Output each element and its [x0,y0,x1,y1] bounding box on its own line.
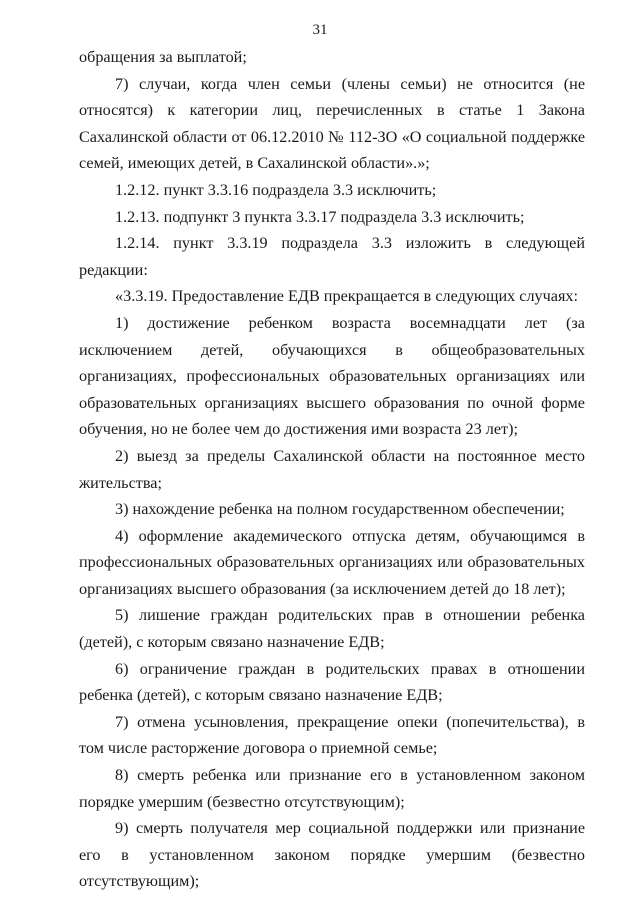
list-item-9: 9) смерть получателя мер социальной поддержки или признание его в установленном законом порядке умершим (безвестно отсутствующим); [79,819,585,891]
paragraph-3-3-19: «3.3.19. Предоставление ЕДВ прекращается в следующих случаях: [115,287,579,306]
list-item-1: 1) достижение ребенком возраста восемнадцати лет (за исключением детей, обучающихся в общеобразовательных организациях, профессиональных образовательных организациях или образовательных организациях высшего образования по очной форме обучения, но не более чем до достижения ими возраста 23 лет); [79,313,585,439]
list-item-6: 6) ограничение граждан в родительских правах в отношении ребенка (детей), с которым связано назначение ЕДВ; [79,659,585,705]
list-item-8: 8) смерть ребенка или признание его в установленном законом порядке умершим (безвестно отсутствующим); [79,766,585,811]
paragraph-1-2-12: 1.2.12. пункт 3.3.16 подраздела 3.3 исключить; [115,180,437,199]
page-number: 31 [312,22,328,38]
list-item-3: 3) нахождение ребенка на полном государственном обеспечении; [115,500,565,519]
paragraph-item-7: 7) случаи, когда член семьи (члены семьи) не относится (не относятся) к категории лиц, перечисленных в статье 1 Закона Сахалинской области от 06.12.2010 № 112-ЗО «О социальной поддержке семей, имеющих детей, в Сахалинской области».»; [79,74,585,173]
list-item-5: 5) лишение граждан родительских прав в отношении ребенка (детей), с которым связано назначение ЕДВ; [79,606,585,652]
list-item-7: 7) отмена усыновления, прекращение опеки (попечительства), в том числе расторжение договора о приемной семье; [79,712,585,758]
paragraph-1-2-13: 1.2.13. подпункт 3 пункта 3.3.17 подраздела 3.3 исключить; [115,207,525,226]
list-item-4: 4) оформление академического отпуска детям, обучающимся в профессиональных образовательных организациях или образовательных организациях высшего образования (за исключением детей до 18 лет); [79,526,585,598]
paragraph-1-2-14: 1.2.14. пункт 3.3.19 подраздела 3.3 изложить в следующей редакции: [79,234,585,279]
paragraph-continuation: обращения за выплатой; [79,48,247,66]
list-item-2: 2) выезд за пределы Сахалинской области на постоянное место жительства; [79,446,585,492]
document-body [79,44,585,895]
